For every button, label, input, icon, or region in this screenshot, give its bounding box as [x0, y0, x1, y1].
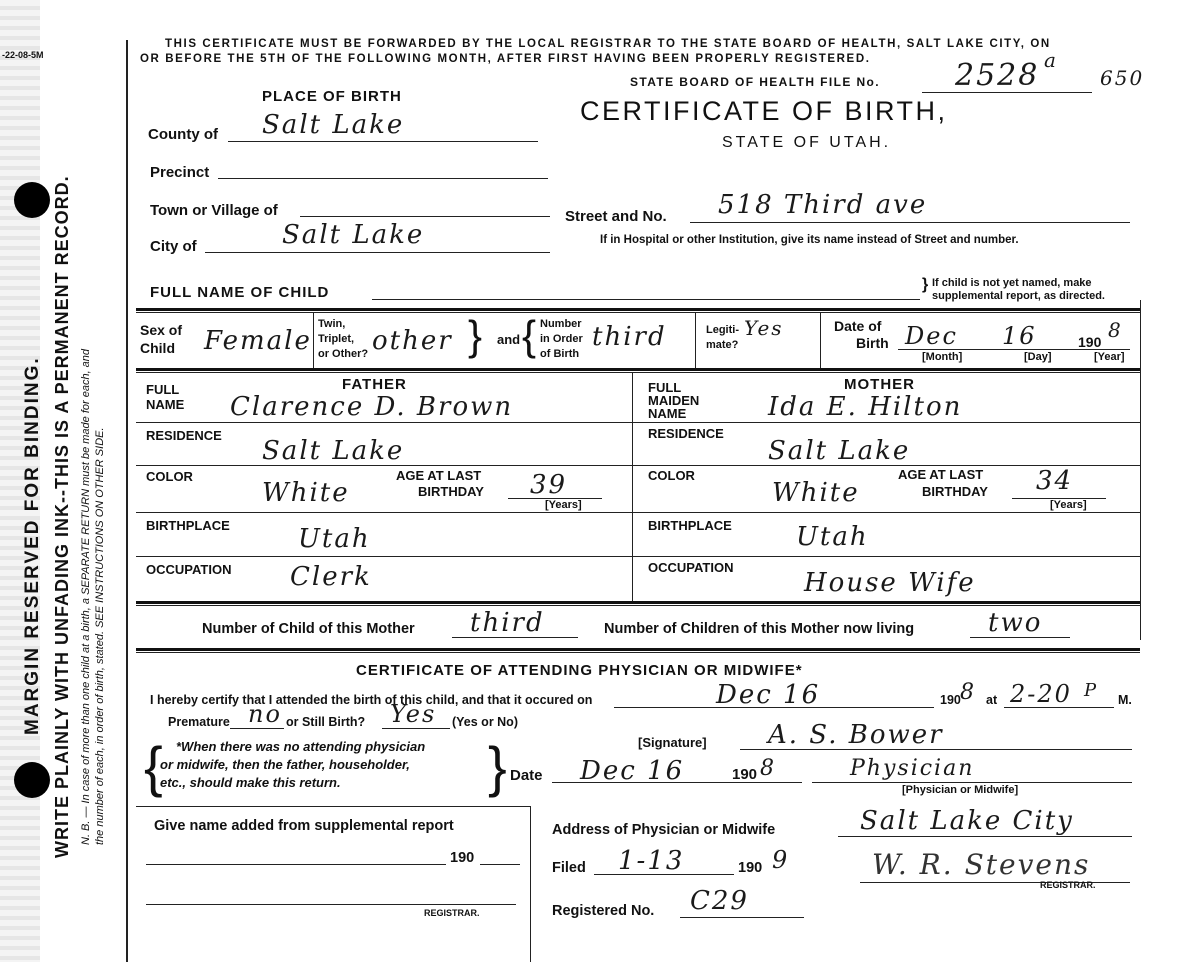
mother-full-label1: FULL [648, 380, 682, 395]
supplemental-top-line [136, 806, 530, 807]
child-name-brace: } [922, 276, 929, 293]
father-name: Clarence D. Brown [230, 392, 514, 422]
physician-note-line2: or midwife, then the father, householder, [160, 757, 410, 772]
child-row-top-rule2 [136, 312, 1140, 313]
mother-age: 34 [1036, 466, 1074, 496]
mother-residence: Salt Lake [768, 436, 911, 466]
father-full-label2: NAME [146, 397, 185, 412]
legit-divider [820, 313, 821, 368]
city-value: Salt Lake [282, 220, 425, 250]
margin-note-line1: N. B. — In case of more than one child at a birth, a SEPARATE RETURN must be made for each, and [80, 348, 92, 845]
punch-hole-top [14, 182, 50, 218]
father-residence-line [136, 465, 632, 466]
supplemental-registrar-label: REGISTRAR. [424, 908, 480, 918]
physician-address: Salt Lake City [860, 806, 1074, 836]
margin-number: 650 [1100, 66, 1145, 90]
dob-label1: Date of [834, 318, 882, 334]
address-line [838, 836, 1132, 837]
order-value: third [592, 322, 667, 352]
order-divider [695, 313, 696, 368]
punch-hole-bottom [14, 762, 50, 798]
supplemental-right-border [530, 806, 531, 962]
precinct-line [218, 178, 548, 179]
date-year-prefix: 190 [732, 766, 758, 783]
legit-label2: mate? [706, 339, 739, 351]
certificate-subtitle: STATE OF UTAH. [722, 134, 892, 151]
mother-birthplace-line [632, 556, 1140, 557]
date-year-digit: 8 [760, 756, 776, 781]
filed-year-digit: 9 [772, 846, 790, 874]
street-line [690, 222, 1130, 223]
physician-note-line1: *When there was no attending physician [176, 739, 426, 754]
yes-no-label: (Yes or No) [452, 715, 518, 729]
premature-value: no [248, 700, 282, 728]
signature-label: [Signature] [638, 735, 707, 750]
twin-label3: or Other? [318, 348, 369, 360]
supplemental-year-prefix: 190 [450, 850, 475, 866]
child-name-line [372, 299, 920, 300]
registered-label: Registered No. [552, 903, 655, 919]
date-label: Date [510, 767, 543, 784]
county-line [228, 141, 538, 142]
still-birth-label: or Still Birth? [286, 715, 366, 729]
not-named-note2: supplemental report, as directed. [932, 290, 1105, 302]
still-birth-line [382, 728, 450, 729]
father-birthplace-line [136, 556, 632, 557]
physician-date: Dec 16 [580, 756, 685, 786]
mother-age-label1: AGE AT LAST [898, 467, 984, 482]
dob-day: 16 [1002, 322, 1037, 350]
mother-color: White [772, 478, 860, 508]
street-label: Street and No. [565, 208, 667, 225]
twin-brace: } [468, 312, 483, 359]
town-line [300, 216, 550, 217]
legit-label1: Legiti- [706, 324, 739, 336]
twin-label2: Triplet, [318, 333, 355, 345]
father-birthplace-label: BIRTHPLACE [146, 518, 230, 533]
supplemental-year-line [480, 864, 520, 865]
county-label: County of [148, 126, 218, 143]
file-no-label: STATE BOARD OF HEALTH FILE No. [630, 75, 880, 89]
father-birthplace: Utah [298, 524, 371, 554]
physician-time: 2-20 [1010, 680, 1072, 708]
parents-bottom-rule [136, 601, 1140, 604]
registered-line [680, 917, 804, 918]
child-row-top-rule [136, 308, 1140, 311]
premature-label: Premature [168, 715, 230, 729]
year-label: [Year] [1094, 351, 1125, 363]
note-brace-left: { [144, 735, 163, 798]
hospital-note: If in Hospital or other Institution, give its name instead of Street and number. [600, 234, 1019, 246]
child-row-bottom-rule [136, 368, 1140, 371]
dob-year-prefix: 190 [1078, 334, 1102, 350]
mother-residence-label: RESIDENCE [648, 426, 724, 441]
physician-note-line3: etc., should make this return. [160, 775, 341, 790]
supplemental-name-line [146, 864, 446, 865]
child-number-value: third [470, 608, 545, 638]
month-label: [Month] [922, 351, 963, 363]
street-value: 518 Third ave [718, 190, 928, 220]
physician-signature: A. S. Bower [768, 720, 944, 750]
margin-binding-text: MARGIN RESERVED FOR BINDING. [22, 356, 43, 735]
twin-label1: Twin, [318, 318, 346, 330]
registrar-label: REGISTRAR. [1040, 880, 1096, 890]
registered-value: C29 [690, 886, 749, 916]
role-label: [Physician or Midwife] [902, 784, 1019, 796]
children-living-line [970, 637, 1070, 638]
father-color: White [262, 478, 350, 508]
father-residence: Salt Lake [262, 436, 405, 466]
town-label: Town or Village of [150, 202, 278, 219]
physician-time-suffix: P [1084, 680, 1099, 701]
father-name-line [136, 422, 632, 423]
physician-birth-date: Dec 16 [716, 680, 821, 710]
sex-value: Female [204, 326, 312, 356]
mother-name: Ida E. Hilton [768, 392, 963, 422]
precinct-label: Precinct [150, 164, 210, 181]
mother-occupation: House Wife [804, 568, 976, 598]
children-living-label: Number of Children of this Mother now living [604, 621, 915, 637]
form-left-border [126, 40, 128, 962]
instruction-line1: THIS CERTIFICATE MUST BE FORWARDED BY THE LOCAL REGISTRAR TO THE STATE BOARD OF HEALTH, SALT LAKE CITY, ON [165, 38, 1051, 50]
at-label: at [986, 693, 998, 707]
m-label: M. [1118, 693, 1132, 707]
registrar-signature: W. R. Stevens [872, 848, 1091, 881]
certificate-title: CERTIFICATE OF BIRTH, [580, 96, 948, 126]
twin-value: other [372, 326, 453, 356]
order-label2: in Order [540, 333, 583, 345]
supplemental-label: Give name added from supplemental report [154, 818, 454, 834]
father-color-label: COLOR [146, 469, 193, 484]
parents-bottom-rule2 [136, 605, 1140, 606]
mother-years-label: [Years] [1050, 499, 1087, 511]
child-number-label: Number of Child of this Mother [202, 621, 415, 637]
father-age: 39 [530, 470, 568, 500]
not-named-note1: If child is not yet named, make [932, 277, 1092, 289]
child-row-bottom-rule2 [136, 372, 1140, 373]
legit-value: Yes [744, 316, 784, 340]
county-value: Salt Lake [262, 110, 405, 140]
physician-heading: CERTIFICATE OF ATTENDING PHYSICIAN OR MIDWIFE* [356, 662, 803, 679]
margin-ink-text: WRITE PLAINLY WITH UNFADING INK--THIS IS A PERMANENT RECORD. [52, 175, 72, 858]
father-residence-label: RESIDENCE [146, 428, 222, 443]
order-label3: of Birth [540, 348, 580, 360]
still-birth-value: Yes [390, 700, 437, 728]
father-occupation: Clerk [290, 562, 372, 592]
mother-color-line [632, 512, 1140, 513]
form-right-border [1140, 300, 1141, 640]
physician-top-rule [136, 648, 1140, 651]
order-label1: Number [540, 318, 582, 330]
day-label: [Day] [1024, 351, 1052, 363]
parents-divider [632, 373, 633, 601]
instruction-line2: OR BEFORE THE 5TH OF THE FOLLOWING MONTH, AFTER FIRST HAVING BEEN PROPERLY REGISTERED. [140, 53, 871, 65]
role-line [812, 782, 1132, 783]
city-line [205, 252, 550, 253]
child-name-label: FULL NAME OF CHILD [150, 284, 330, 301]
form-code: -22-08-5M [2, 50, 44, 60]
mother-color-label: COLOR [648, 468, 695, 483]
file-no-value: 2528 [955, 58, 1040, 93]
supplemental-registrar-line [146, 904, 516, 905]
premature-line [230, 728, 284, 729]
mother-occupation-label: OCCUPATION [648, 560, 734, 575]
mother-birthplace: Utah [796, 522, 869, 552]
father-years-label: [Years] [545, 499, 582, 511]
city-label: City of [150, 238, 197, 255]
child-number-line [452, 637, 578, 638]
filed-value: 1-13 [618, 846, 685, 876]
father-occupation-label: OCCUPATION [146, 562, 232, 577]
physician-top-rule2 [136, 652, 1140, 653]
certify-text: I hereby certify that I attended the birth of this child, and that it occured on [150, 693, 593, 707]
physician-year-prefix: 190 [940, 693, 961, 707]
father-full-label1: FULL [146, 382, 180, 397]
mother-birthplace-label: BIRTHPLACE [648, 518, 732, 533]
mother-age-label2: BIRTHDAY [922, 484, 988, 499]
sex-divider [313, 313, 314, 368]
mother-heading: MOTHER [844, 376, 915, 393]
note-brace-right: } [488, 735, 507, 798]
dob-year-digit: 8 [1108, 318, 1123, 342]
order-brace: { [522, 312, 537, 359]
father-heading: FATHER [342, 376, 407, 393]
file-no-suffix: a [1044, 48, 1058, 72]
mother-full-label3: NAME [648, 406, 687, 421]
physician-role: Physician [850, 756, 975, 781]
father-age-label1: AGE AT LAST [396, 468, 482, 483]
father-age-label2: BIRTHDAY [418, 484, 484, 499]
children-living-value: two [988, 608, 1043, 638]
margin-note-line2: the number of each, in order of birth, stated. SEE INSTRUCTIONS ON OTHER SIDE. [94, 427, 106, 845]
father-color-line [136, 512, 632, 513]
filed-year-prefix: 190 [738, 860, 763, 876]
and-label: and [497, 332, 521, 347]
filed-label: Filed [552, 860, 586, 876]
physician-year-digit: 8 [960, 680, 976, 705]
place-heading: PLACE OF BIRTH [262, 88, 402, 105]
dob-month: Dec [905, 322, 958, 350]
sex-label1: Sex of [140, 322, 183, 338]
dob-label2: Birth [856, 335, 889, 351]
mother-full-label2: MAIDEN [648, 393, 700, 408]
address-label: Address of Physician or Midwife [552, 822, 776, 838]
sex-label2: Child [140, 340, 175, 356]
mother-name-line [632, 422, 1140, 423]
